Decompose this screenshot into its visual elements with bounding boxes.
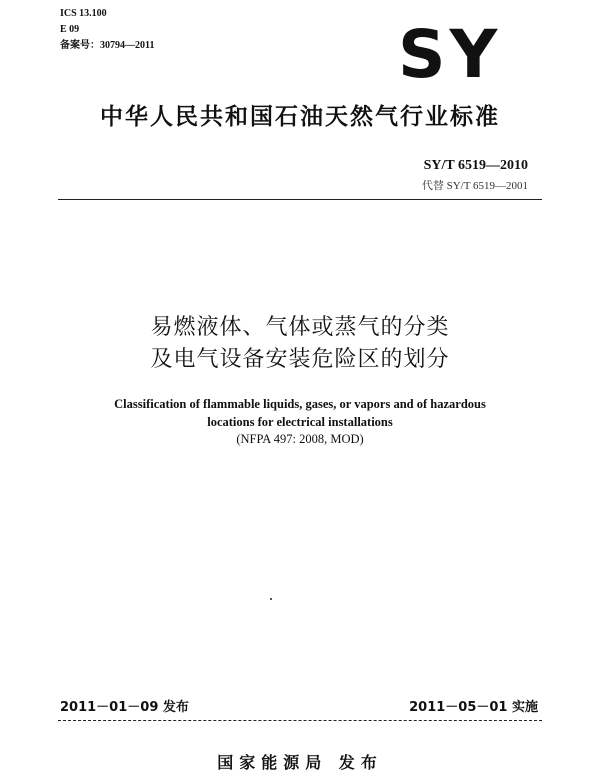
standard-title: 中华人民共和国石油天然气行业标准 (100, 104, 500, 130)
ics-code: ICS 13.100 (60, 8, 107, 19)
document-title-en-line2: locations for electrical installations (207, 415, 393, 429)
implement-date: 2011－05－01 实施 (409, 700, 538, 715)
standard-number: SY/T 6519—2010 (423, 158, 528, 173)
document-adoption-note: (NFPA 497: 2008, MOD) (236, 432, 364, 446)
document-title-cn-line2: 及电气设备安装危险区的划分 (150, 347, 450, 372)
issue-date: 2011－01－09 发布 (60, 700, 189, 715)
publisher: 国家能源局 发布 (217, 753, 383, 772)
document-title-cn-line1: 易燃液体、气体或蒸气的分类 (150, 315, 450, 340)
filing-number: 备案号：30794—2011 (60, 40, 155, 51)
header-divider (58, 199, 542, 200)
scan-speck (270, 598, 272, 600)
footer-divider (58, 720, 542, 721)
category-code: E 09 (60, 24, 80, 35)
document-title-en-line1: Classification of flammable liquids, gases, or vapors and of hazardous (114, 397, 486, 411)
sy-logo: SY (398, 16, 502, 93)
replaces-standard: 代替 SY/T 6519—2001 (421, 180, 528, 192)
